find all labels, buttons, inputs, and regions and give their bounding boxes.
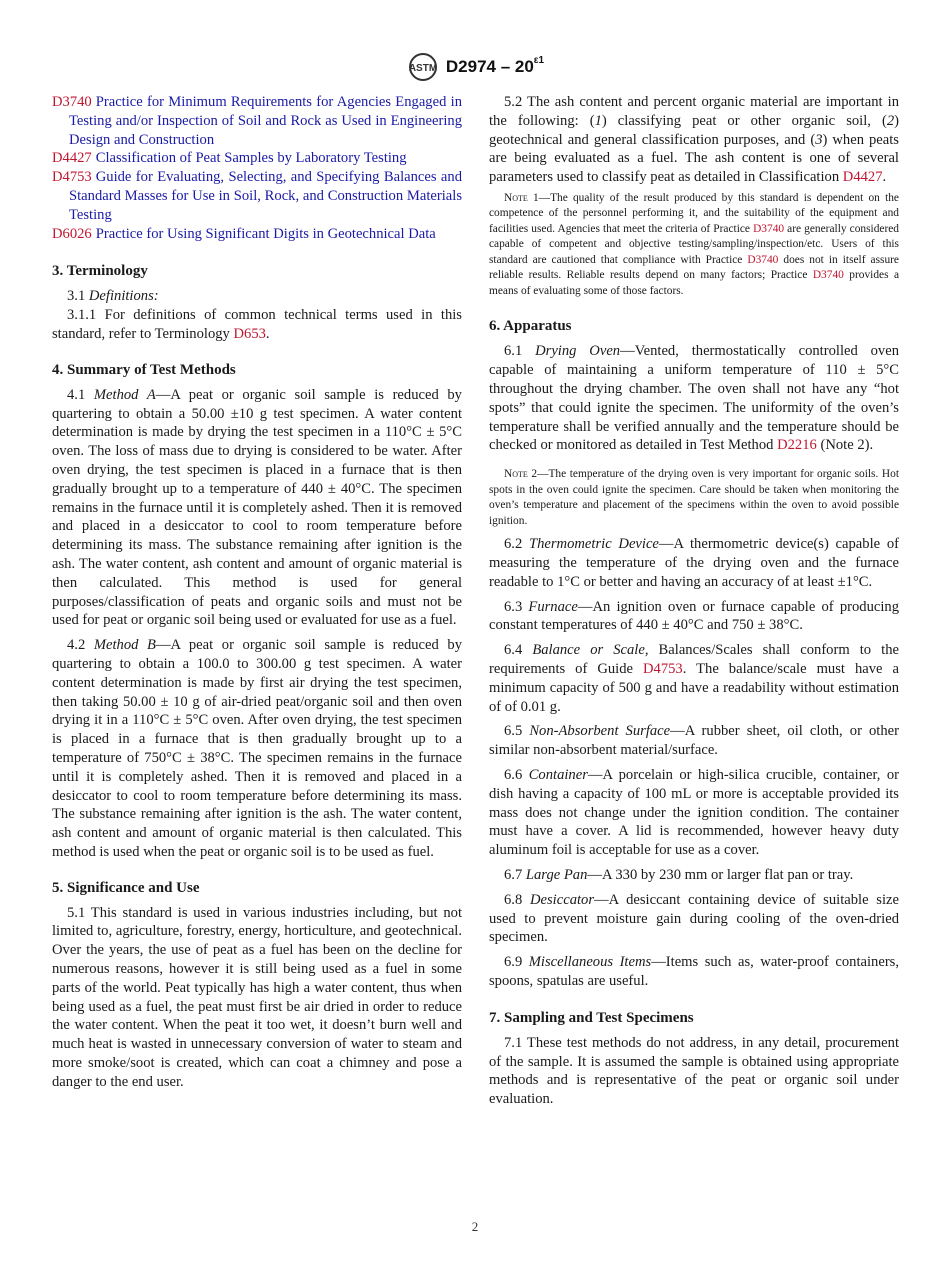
page-header: [0, 52, 950, 82]
page-number: 2: [471, 1219, 479, 1234]
section-heading-terminology: 3. Terminology: [52, 263, 148, 280]
section-heading-significance: 5. Significance and Use: [52, 879, 200, 896]
paragraph-6-6: 6.6 Container—A porcelain or high-silica crucible, container, or dish having a capacity of 100 mL or more is acceptable provided its mass does not change under the ignition condition. The container must have a cover. A lid is recommended, however heavy duty aluminum foil is acceptable for use as a cover.: [489, 767, 900, 859]
reference-title[interactable]: Practice for Using Significant Digits in Geotechnical Data: [95, 225, 436, 242]
paragraph-4-2: 4.2 Method B—A peat or organic soil sample is reduced by quartering to obtain a 100.0 to 300.00 g test specimen. A water content determination is made by first air drying the test specimen, then taking 50.00 ± 10 g of air-dried peat/organic soil and then oven drying it in a 110°C ± 5°C oven. After oven drying, the test specimen is placed in a furnace that is then gradually brought up to a temperature of 750°C ± 38°C. The specimen remains in the furnace until it is completely ashed. Then it is removed and placed in a desiccator to cool to room temperature before determining its mass. The substance remaining after ignition is the ash. The water content, ash content and amount of organic material is then calculated. This method is used when the peat or organic soil is to be used as fuel.: [52, 637, 462, 860]
paragraph-3-1-1: 3.1.1 For definitions of common technical terms used in this standard, refer to Terminology D653.: [52, 307, 462, 342]
paragraph-6-1: 6.1 Drying Oven—Vented, thermostatically controlled oven capable of maintaining a uniform temperature of 110 ± 5°C throughout the drying chamber. The oven shall not have any “hot spots” that could ignite the specimen. The uniformity of the oven’s temperature shall be verified annually and the temperature should be checked or monitored as detailed in Test Method D2216 (Note 2).: [489, 343, 900, 454]
paragraph-6-8: 6.8 Desiccator—A desiccant containing device of suitable size used to prevent moisture gain during cooling of the oven-dried specimen.: [489, 891, 899, 946]
paragraph-6-2: 6.2 Thermometric Device—A thermometric device(s) capable of measuring the temperature of the drying oven and the furnace readable to 1°C or better and having an accuracy of at least ±1°C.: [489, 536, 900, 590]
right-column: [489, 93, 899, 1109]
document-id: $D2974 - 20^{\varepsilon 1}$: [445, 55, 545, 76]
ref-link-d2216[interactable]: D2216: [777, 437, 817, 454]
paragraph-6-4: 6.4 Balance or Scale, Balances/Scales shall conform to the requirements of Guide D4753. The balance/scale must have a minimum capacity of 500 g and have a readability without estimation of of 0.01 g.: [489, 642, 900, 715]
ref-link-d4427[interactable]: D4427: [842, 169, 883, 186]
note-1: Note 1—The quality of the result produced by this standard is dependent on the competence of the personnel performing it, and the suitability of the equipment and facilities used. Agencies that meet the criteria of Practice D3740 are generally considered capable of competent and objective testing/sampling/inspection/etc. Users of this standard are cautioned that compliance with Practice D3740 does not in itself assure reliable results. Reliable results depend on many factors; Practice D3740 provides a means of evaluating some of those factors.: [489, 191, 900, 297]
paragraph-7-1: 7.1 These test methods do not address, in any detail, procurement of the sample. It is assumed the sample is obtained using appropriate methods and is representative of the peat or organic soil under evaluation.: [489, 1034, 899, 1108]
ref-link-d4753[interactable]: D4753: [643, 661, 683, 678]
paragraph-6-3: 6.3 Furnace—An ignition oven or furnace capable of producing constant temperatures of 440 ± 40°C and 750 ± 38°C.: [489, 598, 899, 634]
svg-text:ASTM: ASTM: [408, 63, 438, 74]
reference-code[interactable]: D6026: [52, 225, 92, 242]
paragraph-6-7: 6.7 Large Pan—A 330 by 230 mm or larger flat pan or tray.: [504, 867, 854, 884]
reference-title[interactable]: Guide for Evaluating, Selecting, and Specifying Balances and Standard Masses for Use in Soil, Rock, and Construction Materials Testing: [69, 169, 462, 223]
left-column: [52, 93, 462, 1092]
ref-link-d3740[interactable]: D3740: [747, 253, 779, 266]
reference-item[interactable]: [52, 225, 462, 244]
reference-item[interactable]: [52, 93, 462, 149]
ref-link-d653[interactable]: D653: [233, 325, 266, 342]
paragraph-5-2: 5.2 The ash content and percent organic material are important in the following: (1) classifying peat or other organic soil, (2) geotechnical and general classification purposes, and (3) when peats are being evaluated as a fuel. The ash content is one of several parameters used to classify peat as detailed in Classification D4427.: [489, 94, 899, 186]
astm-logo-icon: [406, 52, 440, 82]
section-heading-sampling: 7. Sampling and Test Specimens: [489, 1009, 694, 1026]
paragraph-6-5: 6.5 Non-Absorbent Surface—A rubber sheet, oil cloth, or other similar non-absorbent material/surface.: [489, 723, 899, 759]
reference-code[interactable]: D3740: [52, 94, 92, 110]
section-heading-apparatus: 6. Apparatus: [489, 318, 572, 335]
note-2: Note 2—The temperature of the drying oven is very important for organic soils. Hot spots in the oven could ignite the specimen. Care should be taken when monitoring the oven’s temperature and placement of the specimens within the oven to avoid possible ignition.: [489, 468, 899, 527]
reference-list: [52, 93, 462, 243]
reference-code[interactable]: D4427: [52, 150, 92, 167]
reference-item[interactable]: [52, 149, 462, 168]
paragraph-6-9: 6.9 Miscellaneous Items—Items such as, water-proof containers, spoons, spatulas are useful.: [489, 954, 900, 989]
reference-title[interactable]: Practice for Minimum Requirements for Agencies Engaged in Testing and/or Inspection of Soil and Rock as Used in Engineering Design and Construction: [69, 94, 462, 148]
paragraph-3-1: 3.1 Definitions:: [67, 288, 159, 305]
ref-link-d3740[interactable]: D3740: [753, 222, 785, 235]
reference-code[interactable]: D4753: [52, 169, 92, 186]
paragraph-4-1: 4.1 Method A—A peat or organic soil sample is reduced by quartering to obtain a 50.00 ±10 g test specimen. A water content determination is made by drying the test specimen in a 110°C ± 5°C oven. The loss of mass due to drying is considered to be water. After oven drying, the test specimen is placed in a furnace that is then gradually brought up to a temperature of 440 ± 40°C. The specimen remains in the furnace until it is completely ashed. Then it is removed and placed in a desiccator to cool to room temperature before determining its mass. The substance remaining after ignition is the ash. The water content, ash content and amount of organic material is then calculated. This method is used for general purposes/classification of peats and organic soils and must not be used for peat or organic soil being used or evaluated for use as a fuel.: [52, 386, 462, 629]
paragraph-5-1: 5.1 This standard is used in various industries including, but not limited to, agriculture, forestry, energy, horticulture, and geotechnical. Over the years, the use of peat as a fuel has been on the decline for numerous reasons, however it is still being used as a fuel in some parts of the world. Peat typically has high a water content, thus when being used as a fuel, the peat must first be air dried in order to reduce the water content. When the peat it too wet, it doesn’t burn well and much heat is wasted in unnecessary conversion of water to steam and more smoke/soot is created, which can coat a chimney and pose a danger to the end user.: [52, 904, 462, 1090]
section-heading-summary: 4. Summary of Test Methods: [52, 361, 236, 378]
ref-link-d3740[interactable]: D3740: [812, 269, 844, 282]
reference-title[interactable]: Classification of Peat Samples by Laboratory Testing: [95, 150, 407, 167]
reference-item[interactable]: [52, 168, 462, 224]
